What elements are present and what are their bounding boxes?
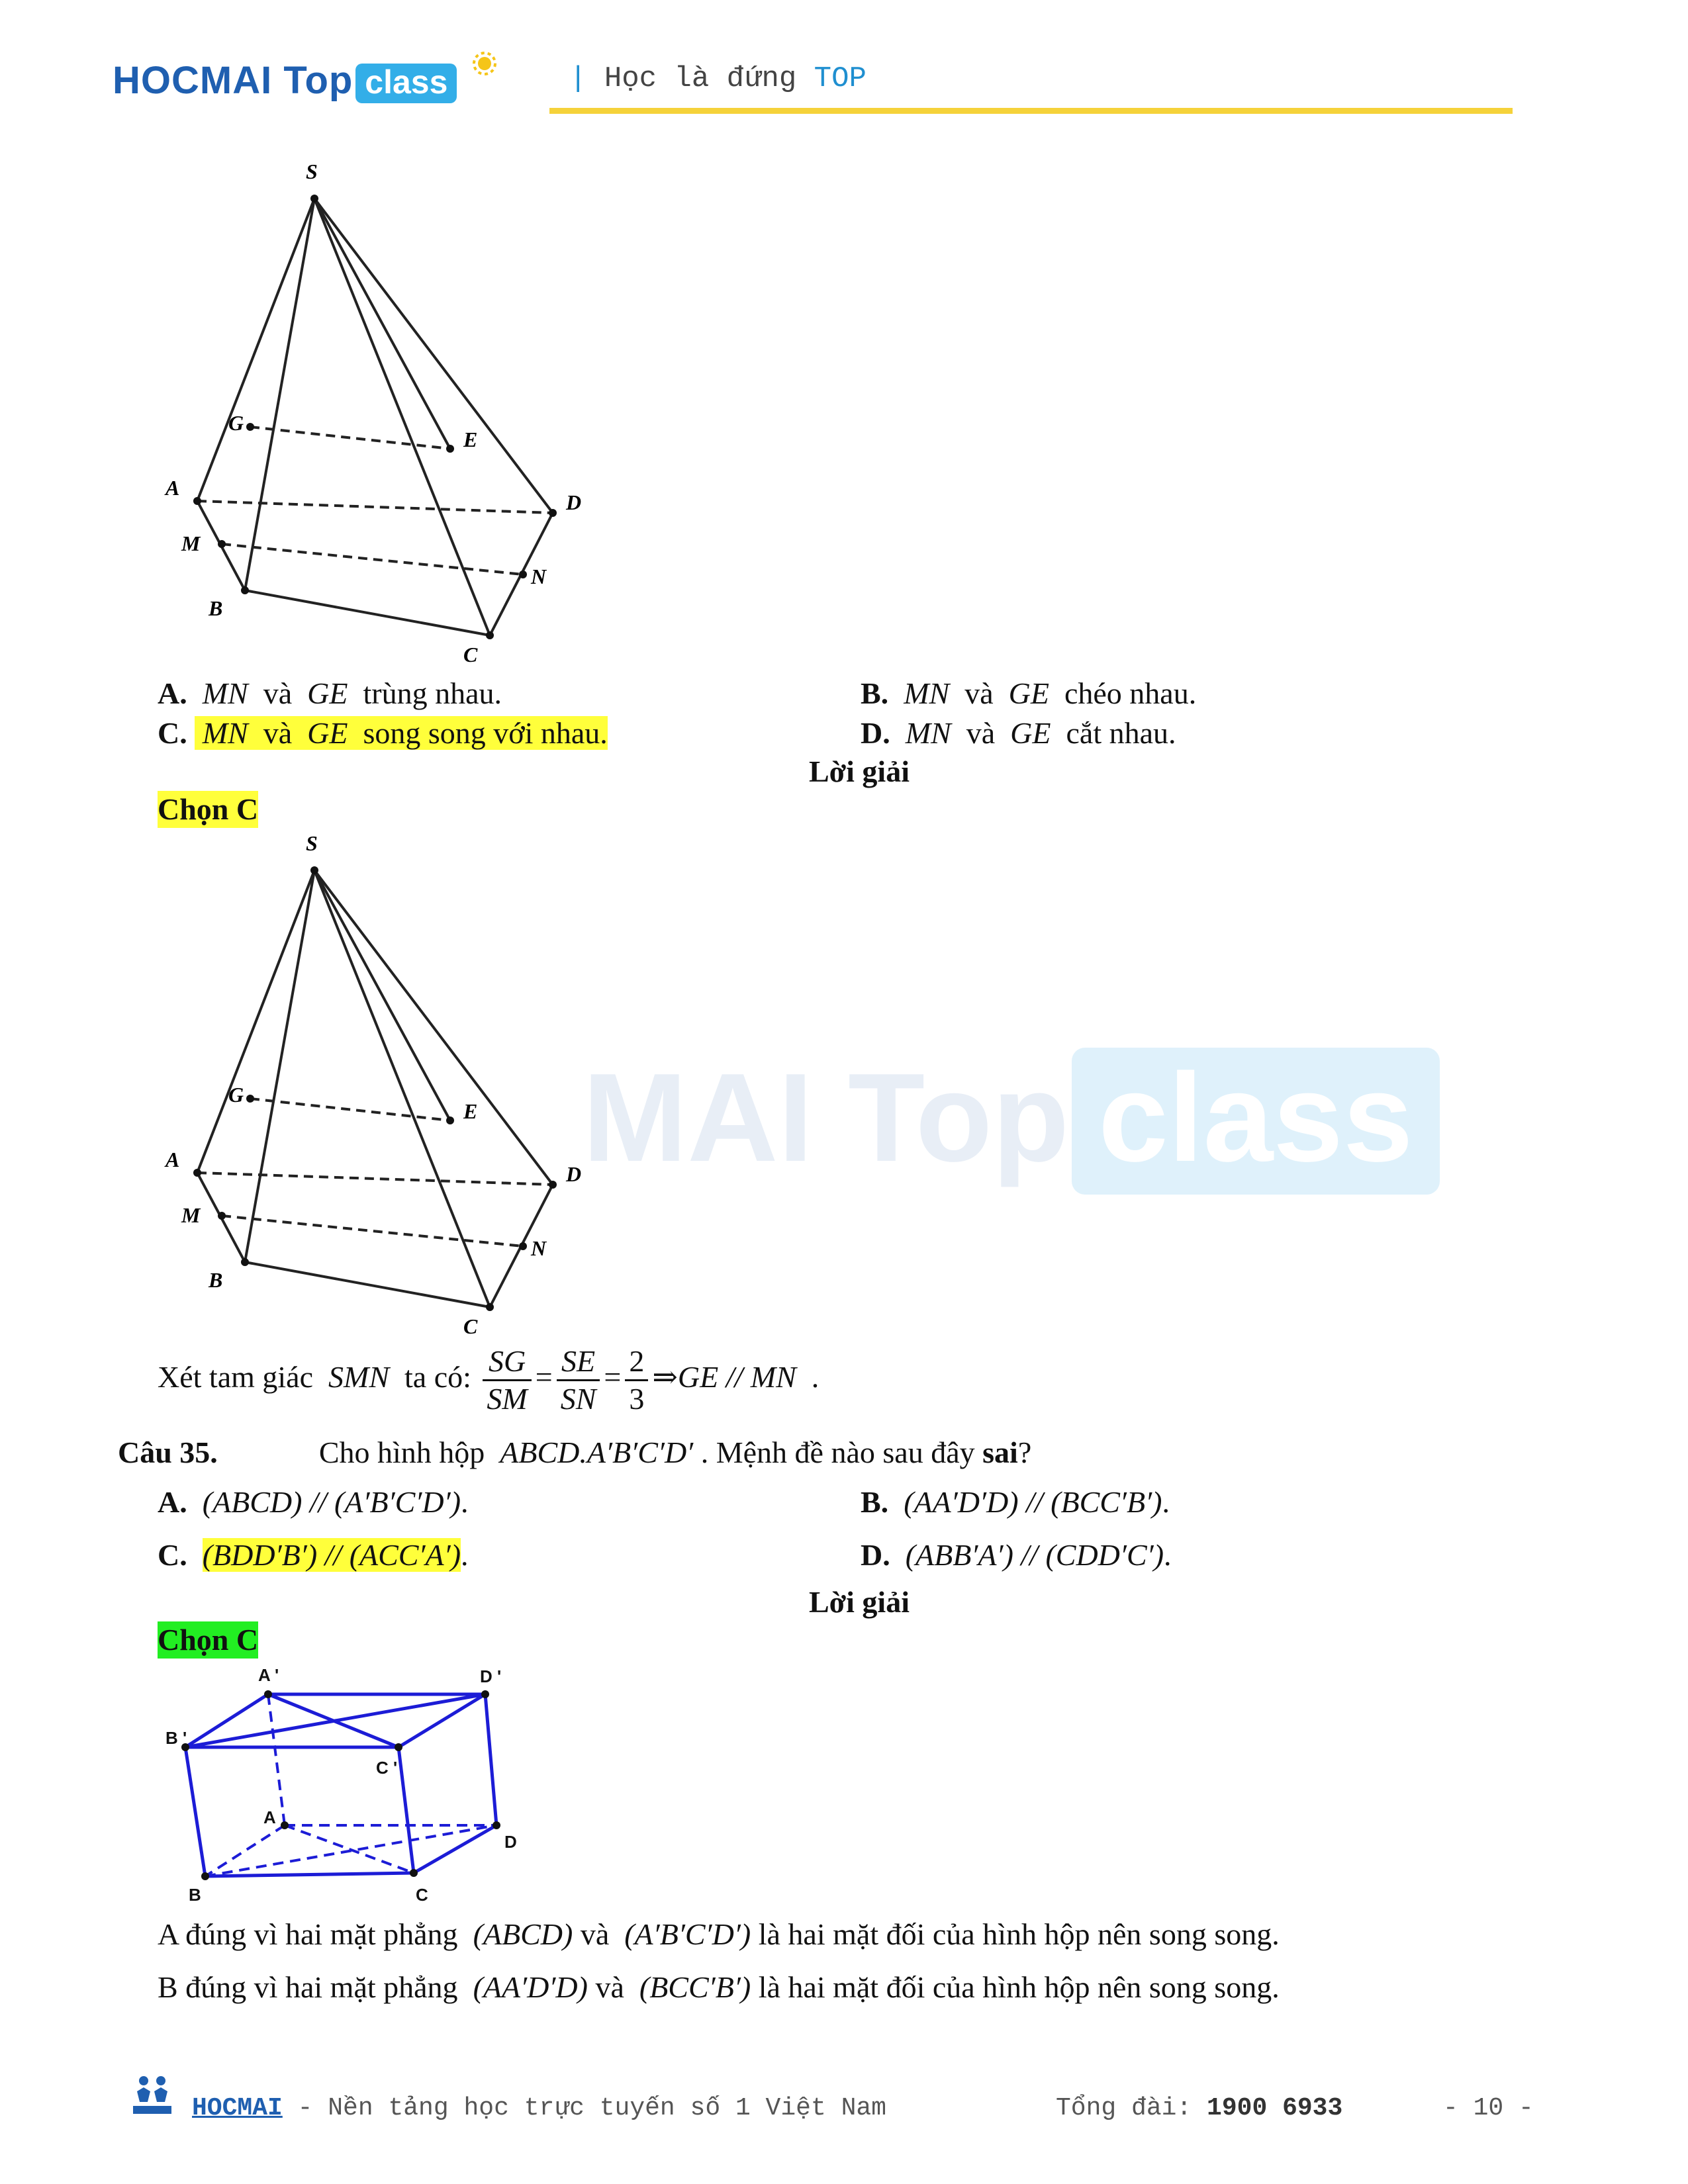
label-C-prime: C ': [376, 1758, 398, 1778]
footer-tagline: [192, 2094, 886, 2122]
period: .: [1162, 1485, 1170, 1519]
correct-answer-highlight: (BDD′B′) // (ACC′A′): [202, 1538, 461, 1572]
math-result: GE // MN: [677, 1360, 796, 1394]
label-B: B: [189, 1885, 201, 1905]
fraction-2-3: $\frac{2}{3}$: [625, 1343, 648, 1417]
implies-sign: ⇒: [652, 1360, 678, 1394]
label-E: E: [463, 428, 478, 451]
label-M: M: [181, 1203, 201, 1227]
explain-text: là hai mặt đối của hình hộp nên song song.: [758, 1970, 1280, 2004]
q35-solution-heading: Lời giải: [809, 1585, 910, 1619]
label-D: D: [566, 490, 582, 514]
math-term: GE: [1010, 716, 1051, 750]
slogan-accent: TOP: [814, 62, 867, 95]
option-letter: D.: [861, 1538, 890, 1572]
q35-choice: Chọn C: [158, 1621, 258, 1659]
q34-option-c[interactable]: [158, 715, 608, 752]
label-S: S: [306, 159, 318, 183]
label-A: A: [263, 1807, 276, 1827]
math-term: MN: [904, 676, 950, 710]
label-B-prime: B ': [165, 1728, 187, 1748]
math-term: (AA′D′D) // (BCC′B′): [904, 1485, 1162, 1519]
period: .: [461, 1538, 469, 1572]
period: .: [1164, 1538, 1172, 1572]
label-B: B: [209, 1268, 223, 1292]
label-A: A: [165, 476, 180, 500]
fraction-se-sn: $\frac{SE}{SN}$: [557, 1343, 600, 1417]
option-letter: B.: [861, 676, 889, 710]
watermark-text: MAI Top: [583, 1048, 1070, 1188]
stem-text: Cho hình hộp: [318, 1435, 485, 1469]
explain-text: B đúng vì hai mặt phẳng: [158, 1970, 458, 2004]
explain-text: và: [580, 1917, 610, 1951]
q35-option-d[interactable]: [861, 1537, 1172, 1574]
label-D: D: [504, 1832, 517, 1852]
option-connector: và: [263, 716, 293, 750]
page-number: - 10 -: [1443, 2094, 1534, 2122]
explain-text: Xét tam giác: [158, 1360, 314, 1394]
question-number: Câu 35.: [118, 1435, 218, 1469]
equals-sign: =: [604, 1360, 622, 1394]
watermark: [583, 1046, 1440, 1190]
label-D-prime: D ': [480, 1666, 502, 1686]
math-term: (ABCD) // (A′B′C′D′): [202, 1485, 461, 1519]
period: .: [461, 1485, 469, 1519]
option-text: cắt nhau.: [1066, 716, 1176, 750]
q35-explain-b: [158, 1969, 1280, 2006]
sun-icon: [470, 49, 499, 78]
q35-option-b[interactable]: [861, 1484, 1170, 1521]
q34-solution-heading: Lời giải: [809, 754, 910, 788]
hocmai-people-icon: [129, 2071, 175, 2118]
label-A: A: [165, 1148, 180, 1171]
logo[interactable]: [113, 58, 457, 103]
hotline-number[interactable]: 1900 6933: [1207, 2094, 1343, 2122]
pyramid-figure-2: [152, 824, 602, 1347]
explain-text: và: [595, 1970, 624, 2004]
label-G: G: [228, 1083, 244, 1107]
footer: [129, 2071, 1552, 2124]
logo-text: HOCMAI Top: [113, 59, 353, 102]
option-letter: B.: [861, 1485, 889, 1519]
math-term: (ABCD): [473, 1917, 573, 1951]
label-N: N: [531, 565, 547, 588]
math-term: (A′B′C′D′): [624, 1917, 751, 1951]
equals-sign: =: [535, 1360, 553, 1394]
option-text: chéo nhau.: [1064, 676, 1197, 710]
option-letter: C.: [158, 716, 187, 750]
stem-end: ?: [1017, 1435, 1032, 1469]
label-C: C: [463, 643, 478, 666]
watermark-class: class: [1072, 1048, 1439, 1195]
q35-stem: [118, 1434, 1031, 1471]
header-underline: [549, 108, 1513, 114]
parallelepiped-figure: [159, 1661, 543, 1913]
label-D: D: [566, 1162, 582, 1186]
footer-tagline-text: - Nền tảng học trực tuyến số 1 Việt Nam: [282, 2094, 886, 2122]
option-letter: D.: [861, 716, 890, 750]
option-letter: A.: [158, 1485, 187, 1519]
slogan: [569, 62, 867, 95]
q34-option-a[interactable]: [158, 675, 502, 712]
q34-choice: Chọn C: [158, 791, 258, 828]
correct-answer-highlight: [195, 716, 608, 750]
stem-text: . Mệnh đề nào sau đây: [700, 1435, 975, 1469]
hotline-label: Tổng đài:: [1056, 2094, 1192, 2122]
math-term: GE: [307, 716, 348, 750]
explain-text: ta có:: [404, 1360, 471, 1394]
math-term: MN: [905, 716, 951, 750]
footer-hotline: [1056, 2094, 1342, 2122]
option-letter: C.: [158, 1538, 187, 1572]
option-text: song song với nhau.: [363, 716, 608, 750]
slogan-text: Học là đứng: [604, 62, 797, 95]
label-S: S: [306, 831, 318, 855]
math-term: SMN: [328, 1360, 390, 1394]
math-term: MN: [202, 676, 248, 710]
label-C: C: [463, 1314, 478, 1338]
math-term: (AA′D′D): [473, 1970, 588, 2004]
math-term: GE: [307, 676, 348, 710]
math-term: MN: [202, 716, 248, 750]
label-E: E: [463, 1099, 478, 1123]
math-term: (BCC′B′): [639, 1970, 751, 2004]
q34-option-b[interactable]: [861, 675, 1196, 712]
fraction-sg-sm: $\frac{SG}{SM}$: [483, 1343, 531, 1417]
pyramid-figure-1: [152, 152, 602, 675]
label-M: M: [181, 531, 201, 555]
slogan-divider: |: [569, 62, 587, 95]
footer-brand-link[interactable]: HOCMAI: [192, 2094, 283, 2122]
math-term: (ABB′A′) // (CDD′C′): [905, 1538, 1164, 1572]
explain-text: là hai mặt đối của hình hộp nên song song.: [758, 1917, 1280, 1951]
option-connector: và: [263, 676, 293, 710]
label-C: C: [416, 1885, 428, 1905]
option-letter: A.: [158, 676, 187, 710]
logo-class-badge: class: [355, 64, 457, 103]
explain-text: A đúng vì hai mặt phẳng: [158, 1917, 458, 1951]
label-N: N: [531, 1236, 547, 1260]
stem-emphasis: sai: [982, 1435, 1018, 1469]
math-term: GE: [1008, 676, 1049, 710]
q34-option-d[interactable]: [861, 715, 1176, 752]
period: .: [811, 1360, 820, 1394]
q35-explain-a: [158, 1916, 1280, 1953]
option-connector: và: [966, 716, 996, 750]
label-B: B: [209, 596, 223, 620]
q35-option-a[interactable]: [158, 1484, 469, 1521]
q35-option-c[interactable]: [158, 1537, 469, 1574]
option-connector: và: [964, 676, 994, 710]
label-G: G: [228, 411, 244, 435]
q34-explanation: [158, 1343, 819, 1417]
option-text: trùng nhau.: [363, 676, 502, 710]
label-A-prime: A ': [258, 1665, 279, 1685]
math-term: ABCD.A′B′C′D′: [500, 1435, 694, 1469]
